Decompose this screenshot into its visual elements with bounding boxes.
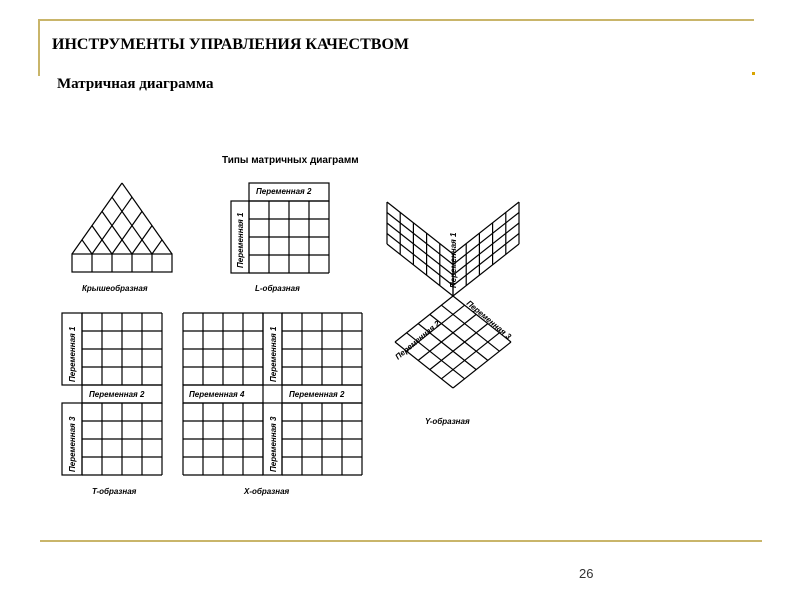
y-matrix-left-face-line xyxy=(387,223,453,275)
roof-matrix xyxy=(72,183,172,272)
l-matrix-left-label: Переменная 1 xyxy=(236,212,245,268)
y-matrix-bottom-face-line xyxy=(441,305,499,351)
roof-matrix-base xyxy=(72,254,172,272)
slide-subtitle: Матричная диаграмма xyxy=(57,76,214,92)
l-matrix xyxy=(231,183,329,273)
roof-edge xyxy=(72,183,122,254)
y-matrix-bottom-face-line xyxy=(453,342,511,388)
y-matrix-right-label: Переменная 3 xyxy=(464,298,513,342)
t-matrix-middle-label: Переменная 2 xyxy=(89,390,145,399)
y-matrix-left-face-line xyxy=(387,202,453,254)
roof-edge xyxy=(122,183,172,254)
y-matrix-bottom-face-line xyxy=(430,314,488,360)
y-matrix-right-face-line xyxy=(453,244,519,296)
y-matrix-caption: Y-образная xyxy=(425,417,470,426)
roof-lattice-line xyxy=(152,240,162,254)
y-matrix xyxy=(387,202,519,388)
roof-matrix-caption: Крышеобразная xyxy=(82,284,148,293)
y-matrix-right-face-line xyxy=(453,202,519,254)
y-matrix-right-face-line xyxy=(453,223,519,275)
y-matrix-right-face-line xyxy=(453,213,519,265)
y-matrix-right-face-line xyxy=(453,234,519,286)
y-matrix-top-label: Переменная 1 xyxy=(449,232,458,288)
x-matrix-left-label: Переменная 4 xyxy=(189,390,245,399)
y-matrix-left-face-line xyxy=(387,244,453,296)
y-matrix-left-face-line xyxy=(387,213,453,265)
t-matrix-bottom-label: Переменная 3 xyxy=(68,416,77,472)
figure-heading: Типы матричных диаграмм xyxy=(222,155,359,166)
x-matrix-bottom-label: Переменная 3 xyxy=(269,416,278,472)
y-matrix-bottom-face-line xyxy=(430,324,488,370)
l-matrix-caption: L-образная xyxy=(255,284,300,293)
x-matrix-top-label: Переменная 1 xyxy=(269,326,278,382)
y-matrix-left-label: Переменная 2 xyxy=(393,319,442,362)
t-matrix-caption: T-образная xyxy=(92,487,137,496)
y-matrix-bottom-face-line xyxy=(441,333,499,379)
y-matrix-left-face-line xyxy=(387,234,453,286)
roof-lattice-line xyxy=(82,240,92,254)
x-matrix-right-label: Переменная 2 xyxy=(289,390,345,399)
page-number: 26 xyxy=(579,566,594,581)
slide-title: ИНСТРУМЕНТЫ УПРАВЛЕНИЯ КАЧЕСТВОМ xyxy=(52,36,409,53)
l-matrix-top-label: Переменная 2 xyxy=(256,187,312,196)
x-matrix-caption: X-образная xyxy=(244,487,290,496)
t-matrix-top-label: Переменная 1 xyxy=(68,326,77,382)
